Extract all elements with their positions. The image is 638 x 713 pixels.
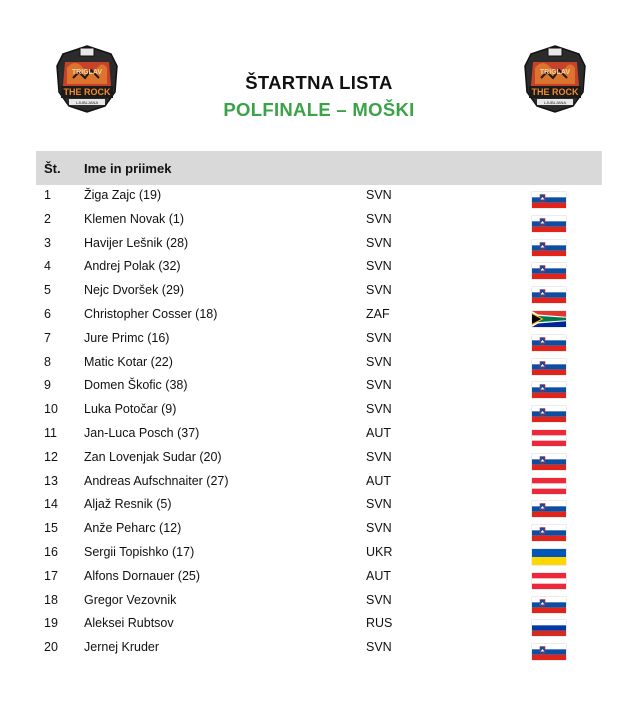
start-number: 11 [44,425,57,440]
athlete-name: Klemen Novak (1) [84,211,185,226]
svn-flag-icon [532,192,566,208]
country-code: SVN [366,449,392,464]
start-number: 16 [44,544,58,559]
logo-text-ljubljana: LJUBLJANA [543,100,567,105]
table-row [36,566,602,590]
start-number: 18 [44,592,58,607]
athlete-name: Sergii Topishko (17) [84,544,195,559]
athlete-name: Andreas Aufschnaiter (27) [84,473,229,488]
svn-flag-icon [532,382,566,398]
country-code: SVN [366,188,392,202]
start-number: 3 [44,235,51,250]
start-number: 12 [44,449,58,464]
logo-text-the-rock: THE ROCK [63,87,111,97]
svn-flag-icon [532,359,566,375]
athlete-name: Luka Potočar (9) [84,402,177,417]
athlete-name: Andrej Polak (32) [84,259,181,274]
athlete-name: Jure Primc (16) [84,330,170,345]
table-row [36,304,602,328]
country-code: SVN [366,354,392,369]
athlete-name: Domen Škofic (38) [84,378,188,393]
country-code: ZAF [366,306,390,321]
aut-flag-icon [532,478,566,494]
svn-flag-icon [532,501,566,517]
country-code: SVN [366,497,392,512]
table-row [36,542,602,566]
page-subtitle: POLFINALE – MOŠKI [223,99,415,120]
table-row [36,423,602,447]
country-code: SVN [366,259,392,274]
athlete-name: Aljaž Resnik (5) [84,497,172,512]
start-number: 2 [44,211,51,226]
zaf-flag-icon [532,311,566,327]
table-row [36,637,602,661]
table-row [36,375,602,399]
country-code: AUT [366,425,391,440]
table-row [36,613,602,637]
start-number: 6 [44,306,51,321]
svn-flag-icon [532,525,566,541]
start-number: 9 [44,378,51,393]
start-number: 1 [44,188,51,202]
table-row [36,352,602,376]
start-number: 20 [44,640,58,655]
country-code: UKR [366,544,393,559]
country-code: SVN [366,235,392,250]
start-number: 14 [44,497,58,512]
start-number: 5 [44,283,51,298]
logo-text-triglav: TRIGLAV [539,69,571,76]
column-header-name: Ime in priimek [84,161,172,176]
country-code: RUS [366,616,393,631]
country-code: SVN [366,211,392,226]
svn-flag-icon [532,335,566,351]
svn-flag-icon [532,216,566,232]
ukr-flag-icon [532,549,566,565]
svn-flag-icon [532,240,566,256]
table-row [36,399,602,423]
page-title: ŠTARTNA LISTA [245,72,393,93]
rus-flag-icon [532,620,566,636]
country-code: SVN [366,640,392,655]
table-row [36,518,602,542]
aut-flag-icon [532,430,566,446]
athlete-name: Christopher Cosser (18) [84,306,218,321]
country-code: AUT [366,473,391,488]
svn-flag-icon [532,644,566,660]
table-row [36,209,602,233]
aut-flag-icon [532,573,566,589]
athlete-name: Aleksei Rubtsov [84,616,174,631]
logo-text-triglav: TRIGLAV [71,69,103,76]
svn-flag-icon [532,454,566,470]
athlete-name: Jernej Kruder [84,640,160,655]
svn-flag-icon [532,406,566,422]
column-header-number: Št. [44,161,61,176]
table-row [36,447,602,471]
start-number: 17 [44,568,58,583]
logo-text-the-rock: THE ROCK [531,87,579,97]
start-number: 19 [44,616,58,631]
table-row [36,590,602,614]
athlete-name: Žiga Zajc (19) [84,188,162,202]
country-code: SVN [366,521,392,536]
table-header [36,151,602,185]
start-number: 10 [44,402,58,417]
table-row [36,185,602,209]
start-number: 15 [44,521,58,536]
start-number: 4 [44,259,51,274]
country-code: SVN [366,592,392,607]
logo-text-ljubljana: LJUBLJANA [75,100,99,105]
svn-flag-icon [532,287,566,303]
country-code: AUT [366,568,391,583]
start-number: 7 [44,330,51,345]
start-list-table [36,185,602,661]
athlete-name: Havijer Lešnik (28) [84,235,189,250]
country-code: SVN [366,402,392,417]
country-code: SVN [366,330,392,345]
country-code: SVN [366,283,392,298]
table-row [36,471,602,495]
country-code: SVN [366,378,392,393]
svn-flag-icon [532,597,566,613]
table-row [36,256,602,280]
start-number: 13 [44,473,58,488]
athlete-name: Jan-Luca Posch (37) [84,425,200,440]
athlete-name: Alfons Dornauer (25) [84,568,201,583]
start-number: 8 [44,354,51,369]
svn-flag-icon [532,263,566,279]
athlete-name: Matic Kotar (22) [84,354,173,369]
table-row [36,233,602,257]
athlete-name: Nejc Dvoršek (29) [84,283,185,298]
table-row [36,494,602,518]
athlete-name: Gregor Vezovnik [84,592,177,607]
table-row [36,328,602,352]
table-row [36,280,602,304]
athlete-name: Anže Peharc (12) [84,521,182,536]
athlete-name: Zan Lovenjak Sudar (20) [84,449,222,464]
